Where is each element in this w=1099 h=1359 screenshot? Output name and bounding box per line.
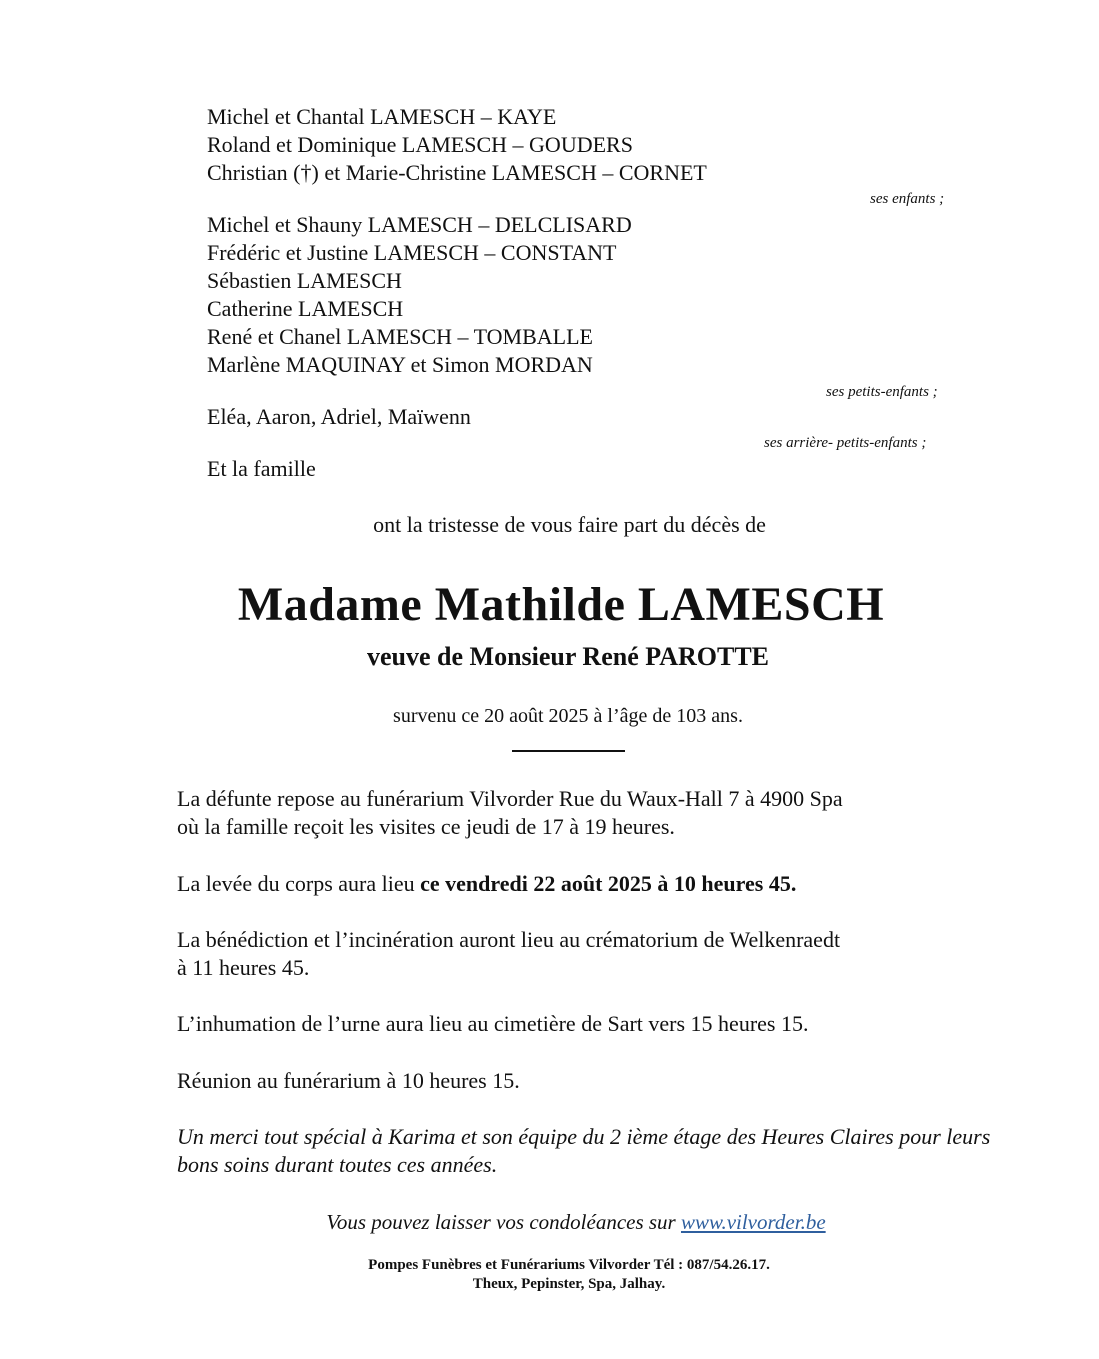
grandchild-line: Michel et Shauny LAMESCH – DELCLISARD xyxy=(207,212,632,237)
family-line: Et la famille xyxy=(207,456,316,481)
grandchild-line: Catherine LAMESCH xyxy=(207,296,404,321)
condolences-prefix: Vous pouvez laisser vos condoléances sur xyxy=(326,1210,681,1234)
inhumation-line: L’inhumation de l’urne aura lieu au cimetière de Sart vers 15 heures 15. xyxy=(177,1011,809,1036)
reunion-line: Réunion au funérarium à 10 heures 15. xyxy=(177,1068,520,1093)
great-grandchildren-label: ses arrière- petits-enfants ; xyxy=(764,435,927,451)
condolences-line xyxy=(0,1208,1099,1236)
child-line: Michel et Chantal LAMESCH – KAYE xyxy=(207,104,557,129)
footer-line: Pompes Funèbres et Funérariums Vilvorder Tél : 087/54.26.17. xyxy=(368,1257,770,1273)
great-grandchildren-line: Eléa, Aaron, Adriel, Maïwenn xyxy=(207,404,471,429)
repose-line: La défunte repose au funérarium Vilvorder Rue du Waux-Hall 7 à 4900 Spa xyxy=(177,786,843,811)
widow-of: veuve de Monsieur René PAROTTE xyxy=(366,642,770,671)
child-line: Christian (†) et Marie-Christine LAMESCH – CORNET xyxy=(207,160,707,185)
grandchild-line: Sébastien LAMESCH xyxy=(207,268,402,293)
footer-line: Theux, Pepinster, Spa, Jalhay. xyxy=(472,1276,666,1292)
grandchild-line: René et Chanel LAMESCH – TOMBALLE xyxy=(207,324,593,349)
levee-date: ce vendredi 22 août 2025 à 10 heures 45. xyxy=(420,871,797,896)
repose-line: où la famille reçoit les visites ce jeudi de 17 à 19 heures. xyxy=(177,814,675,839)
levee-line xyxy=(177,870,796,898)
condolences-link[interactable]: www.vilvorder.be xyxy=(680,1210,826,1234)
child-line: Roland et Dominique LAMESCH – GOUDERS xyxy=(207,132,633,157)
children-label: ses enfants ; xyxy=(870,191,945,207)
thanks-line: Un merci tout spécial à Karima et son équipe du 2 ième étage des Heures Claires pour leurs xyxy=(177,1124,991,1149)
thanks-line: bons soins durant toutes ces années. xyxy=(177,1152,498,1177)
levee-prefix: La levée du corps aura lieu xyxy=(177,871,421,896)
grandchild-line: Marlène MAQUINAY et Simon MORDAN xyxy=(207,352,593,377)
benediction-line: à 11 heures 45. xyxy=(177,955,310,980)
grandchildren-label: ses petits-enfants ; xyxy=(826,384,938,400)
deceased-name: Madame Mathilde LAMESCH xyxy=(237,578,885,631)
death-info: survenu ce 20 août 2025 à l’âge de 103 ans. xyxy=(393,705,743,727)
separator-rule xyxy=(512,750,625,752)
benediction-line: La bénédiction et l’incinération auront lieu au crématorium de Welkenraedt xyxy=(177,927,841,952)
announcement-text: ont la tristesse de vous faire part du décès de xyxy=(373,512,766,537)
grandchild-line: Frédéric et Justine LAMESCH – CONSTANT xyxy=(207,240,617,265)
